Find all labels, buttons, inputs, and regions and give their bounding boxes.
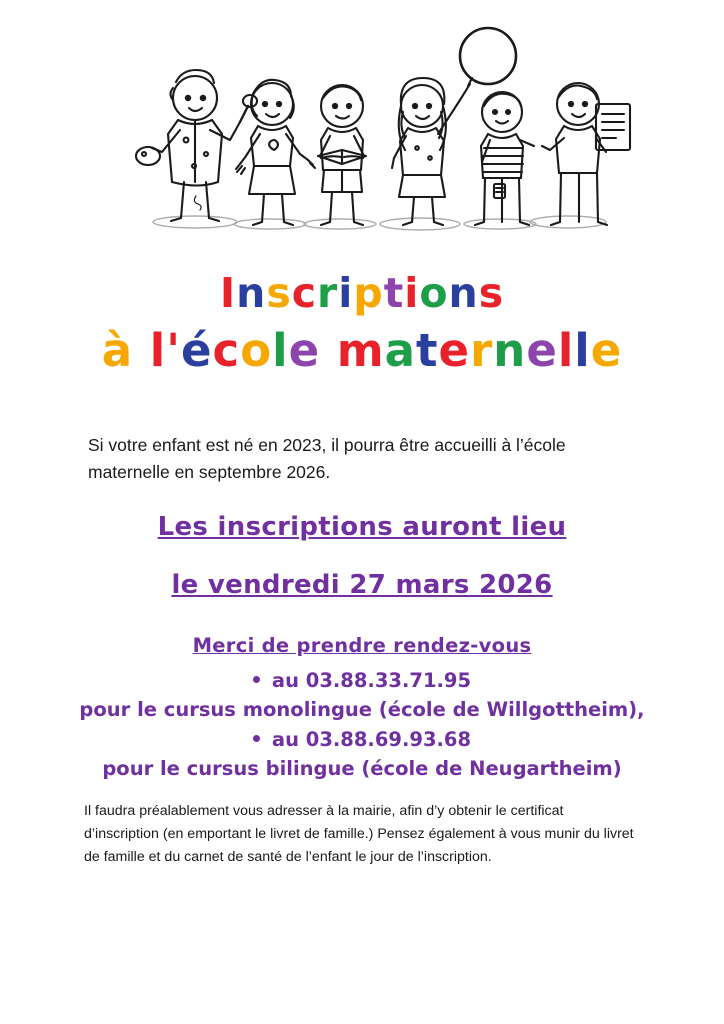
list-item xyxy=(0,666,724,695)
title-letter: l xyxy=(149,324,167,378)
title-letter: r xyxy=(470,324,494,378)
bullet-icon xyxy=(253,676,260,683)
title-letter: a xyxy=(384,324,417,378)
title-letter: l xyxy=(272,324,289,378)
title-letter: n xyxy=(448,269,479,317)
registration-headings xyxy=(0,512,724,657)
title-letter: e xyxy=(288,324,321,378)
list-item xyxy=(0,725,724,754)
bullet-icon xyxy=(253,735,260,742)
poster-title xyxy=(0,269,724,378)
title-letter: à xyxy=(101,324,134,378)
title-letter: t xyxy=(383,269,405,317)
title-letter: s xyxy=(478,269,505,317)
title-letter: i xyxy=(338,269,354,317)
title-letter: é xyxy=(180,324,213,378)
title-letter: p xyxy=(353,269,384,317)
title-line-1 xyxy=(0,269,724,317)
title-letter: I xyxy=(219,269,237,317)
title-letter: o xyxy=(419,269,449,317)
heading-appointment: Merci de prendre rendez-vous xyxy=(192,634,532,657)
title-letter: n xyxy=(493,324,527,378)
title-letter: c xyxy=(212,324,241,378)
heading-date: le vendredi 27 mars 2026 xyxy=(171,570,553,600)
phone-number: au 03.88.33.71.95 xyxy=(271,669,472,692)
title-letter: c xyxy=(291,269,318,317)
title-letter: e xyxy=(526,324,558,378)
contact-list xyxy=(0,666,724,783)
title-letter: l xyxy=(574,324,591,378)
title-letter: m xyxy=(336,324,385,378)
list-item: pour le cursus bilingue (école de Neugartheim) xyxy=(102,756,622,780)
title-letter: e xyxy=(590,324,623,378)
title-letter xyxy=(320,327,337,374)
title-letter xyxy=(133,327,150,374)
footer-note: Il faudra préalablement vous adresser à la mairie, afin d’y obtenir le certificat d’inscription (en emportant le livret de famille.) Pensez également à vous munir du livret de famille et du carnet de santé de l’enfant le jour de l’inscription. xyxy=(84,803,634,865)
heading-inscriptions: Les inscriptions auront lieu xyxy=(157,512,567,542)
title-letter: s xyxy=(266,269,292,317)
children-illustration xyxy=(90,8,650,258)
title-letter: i xyxy=(404,269,420,317)
title-letter: r xyxy=(317,269,339,317)
title-letter: l xyxy=(557,324,575,378)
title-line-2 xyxy=(0,324,724,378)
title-letter: n xyxy=(236,269,267,317)
phone-number: au 03.88.69.93.68 xyxy=(271,727,472,751)
title-letter: t xyxy=(416,324,439,378)
title-letter: o xyxy=(240,324,273,378)
intro-paragraph: Si votre enfant est né en 2023, il pourra être accueilli à l’école maternelle en septembre 2026. xyxy=(88,435,566,483)
list-item: pour le cursus monolingue (école de Willgottheim), xyxy=(79,698,645,722)
title-letter: e xyxy=(438,324,471,378)
title-letter: ' xyxy=(166,324,181,378)
